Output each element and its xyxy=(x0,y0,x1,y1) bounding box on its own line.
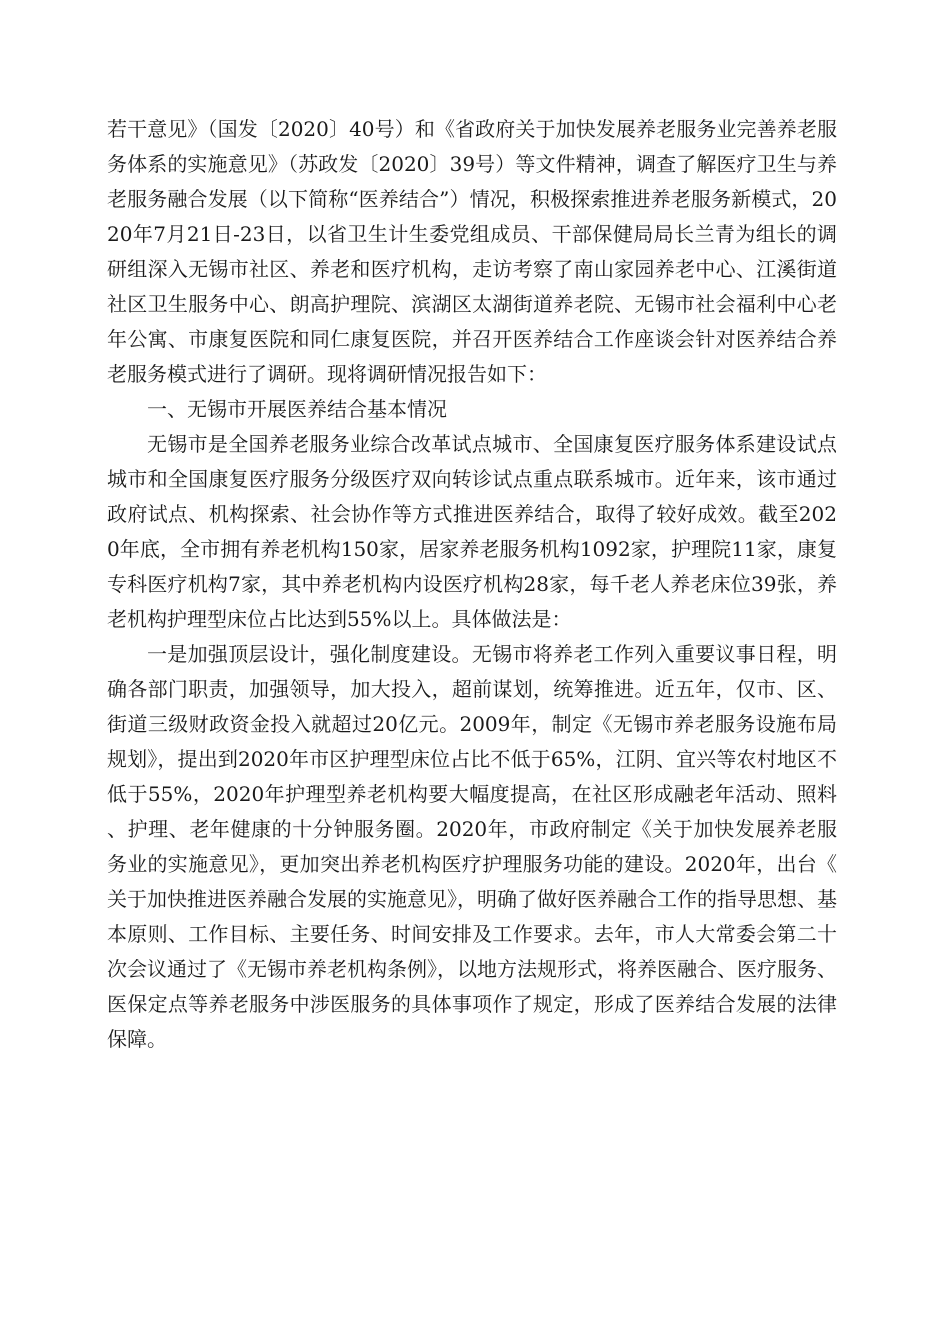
document-page xyxy=(107,112,837,1057)
paragraph-measure-1: 一是加强顶层设计，强化制度建设。无锡市将养老工作列入重要议事日程，明确各部门职责，加强领导，加大投入，超前谋划，统筹推进。近五年，仅市、区、街道三级财政资金投入就超过20亿元。2009年，制定《无锡市养老服务设施布局规划》，提出到2020年市区护理型床位占比不低于65%，江阴、宜兴等农村地区不低于55%，2020年护理型养老机构要大幅度提高，在社区形成融老年活动、照料、护理、老年健康的十分钟服务圈。2020年，市政府制定《关于加快发展养老服务业的实施意见》，更加突出养老机构医疗护理服务功能的建设。2020年，出台《关于加快推进医养融合发展的实施意见》，明确了做好医养融合工作的指导思想、基本原则、工作目标、主要任务、时间安排及工作要求。去年，市人大常委会第二十次会议通过了《无锡市养老机构条例》，以地方法规形式，将养医融合、医疗服务、医保定点等养老服务中涉医服务的具体事项作了规定，形成了医养结合发展的法律保障。 xyxy=(107,642,837,1051)
paragraph-overview: 无锡市是全国养老服务业综合改革试点城市、全国康复医疗服务体系建设试点城市和全国康复医疗服务分级医疗双向转诊试点重点联系城市。近年来，该市通过政府试点、机构探索、社会协作等方式推进医养结合，取得了较好成效。截至2020年底，全市拥有养老机构150家，居家养老服务机构1092家，护理院11家，康复专科医疗机构7家，其中养老机构内设医疗机构28家，每千老人养老床位39张，养老机构护理型床位占比达到55%以上。具体做法是： xyxy=(107,432,837,631)
section-heading: 一、无锡市开展医养结合基本情况 xyxy=(147,397,447,421)
paragraph-intro: 若干意见》（国发〔2020〕40号）和《省政府关于加快发展养老服务业完善养老服务体系的实施意见》（苏政发〔2020〕39号）等文件精神，调查了解医疗卫生与养老服务融合发展（以下简称“医养结合”）情况，积极探索推进养老服务新模式，2020年7月21日-23日，以省卫生计生委党组成员、干部保健局局长兰青为组长的调研组深入无锡市社区、养老和医疗机构，走访考察了南山家园养老中心、江溪街道社区卫生服务中心、朗高护理院、滨湖区太湖街道养老院、无锡市社会福利中心老年公寓、市康复医院和同仁康复医院，并召开医养结合工作座谈会针对医养结合养老服务模式进行了调研。现将调研情况报告如下： xyxy=(107,117,837,386)
